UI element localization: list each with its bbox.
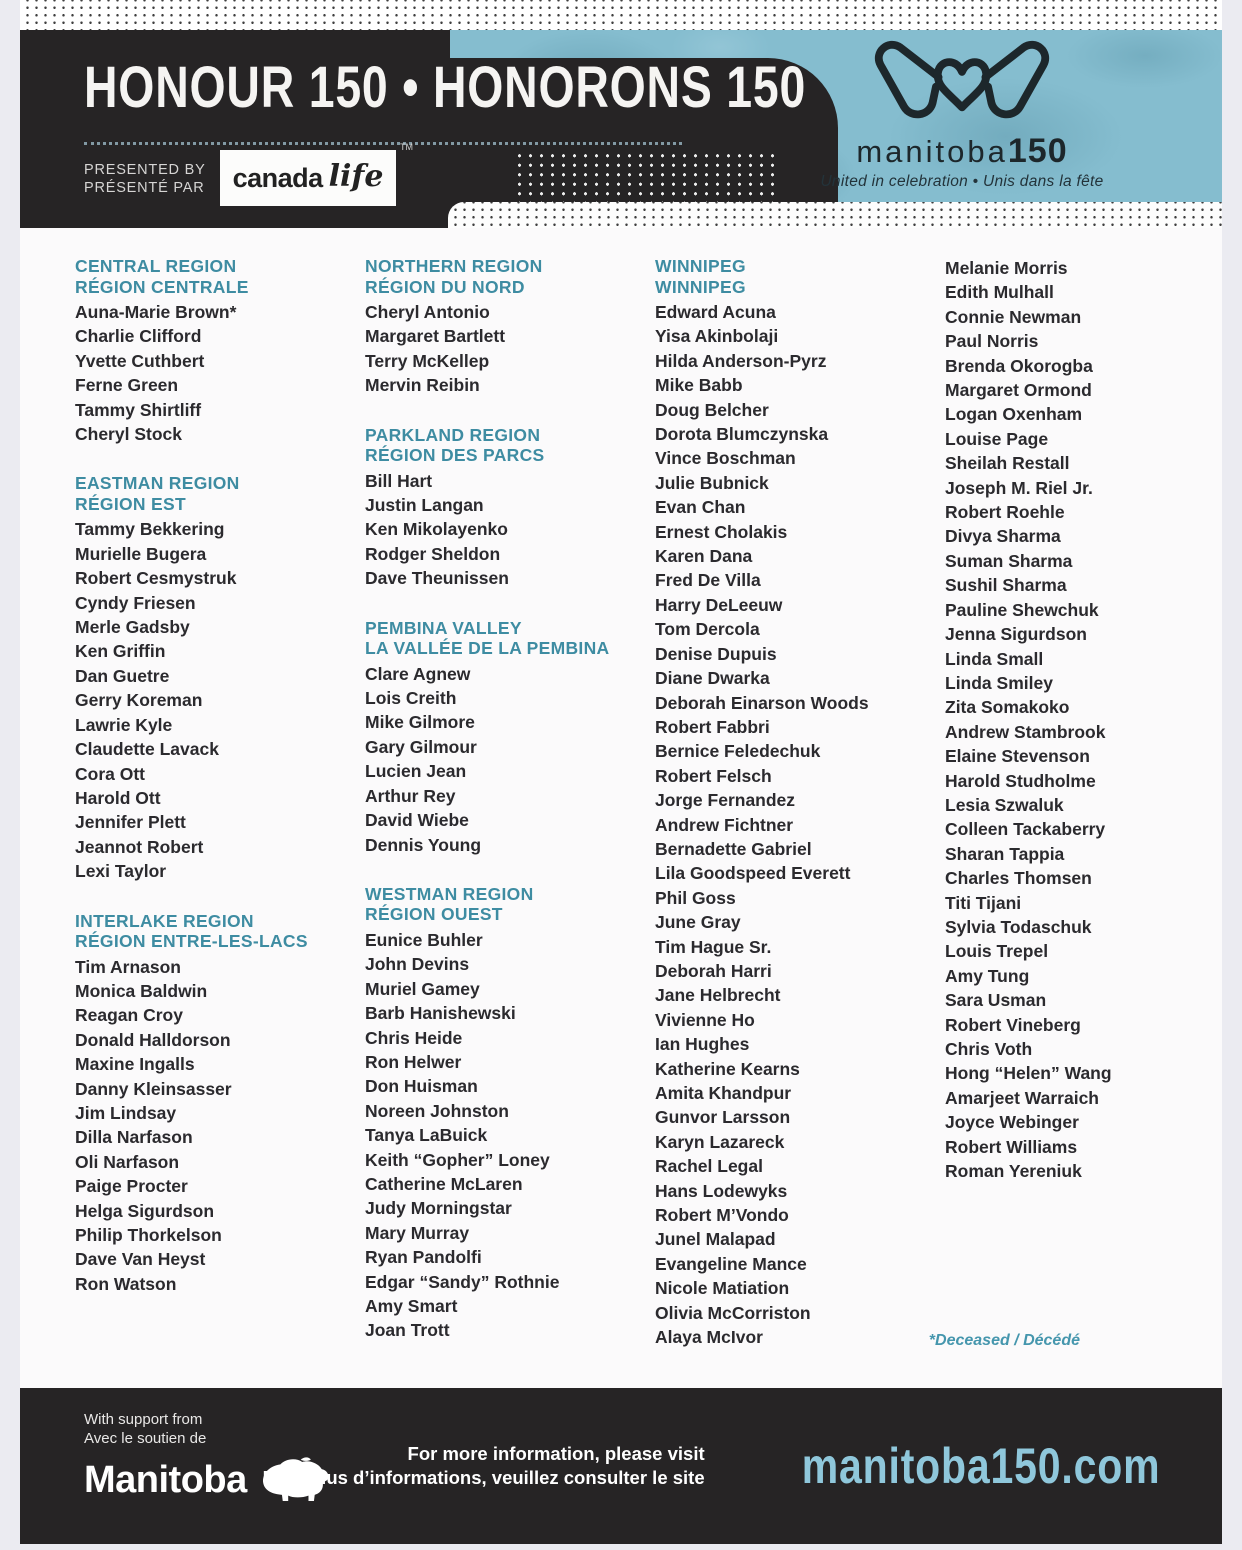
name-columns bbox=[75, 256, 1235, 1349]
honouree-name: Tim Arnason bbox=[75, 956, 181, 977]
region-heading: CENTRAL REGION RÉGION CENTRALE bbox=[75, 256, 249, 297]
white-dots-pattern bbox=[512, 148, 774, 204]
region-heading: WINNIPEG WINNIPEG bbox=[655, 256, 746, 297]
honouree-name: Bernice Feledechuk bbox=[655, 741, 821, 762]
honouree-name: Justin Langan bbox=[365, 495, 484, 516]
honouree-name: Jennifer Plett bbox=[75, 812, 186, 833]
honouree-name: Amy Smart bbox=[365, 1296, 458, 1316]
honouree-name: Paige Procter bbox=[75, 1176, 188, 1197]
region-section bbox=[655, 256, 945, 1349]
honouree-name: Karyn Lazareck bbox=[655, 1131, 785, 1152]
canada-life-logo bbox=[220, 150, 396, 206]
honouree-name: Titi Tijani bbox=[945, 892, 1022, 913]
honouree-name: Tom Dercola bbox=[655, 619, 760, 640]
honouree-name: Cheryl Stock bbox=[75, 424, 182, 445]
honouree-name: Danny Kleinsasser bbox=[75, 1078, 232, 1099]
honouree-name: Lexi Taylor bbox=[75, 861, 167, 882]
honouree-name: Tammy Shirtliff bbox=[75, 399, 202, 420]
presented-by-en: PRESENTED BY bbox=[84, 162, 206, 178]
honouree-name: Philip Thorkelson bbox=[75, 1225, 222, 1245]
honouree-name: Denise Dupuis bbox=[655, 643, 777, 664]
honouree-name: Merle Gadsby bbox=[75, 617, 190, 638]
honouree-name: Gary Gilmour bbox=[365, 736, 477, 757]
honouree-name: Elaine Stevenson bbox=[945, 746, 1090, 767]
honouree-name: Gerry Koreman bbox=[75, 690, 203, 711]
header-banner bbox=[20, 30, 1222, 228]
column-3 bbox=[655, 256, 945, 1349]
honouree-name: Roman Yereniuk bbox=[945, 1161, 1082, 1182]
honouree-name: Joseph M. Riel Jr. bbox=[945, 477, 1093, 498]
honouree-name: Ernest Cholakis bbox=[655, 521, 788, 542]
footer-info-block bbox=[263, 1388, 1160, 1544]
honouree-name: Louis Trepel bbox=[945, 941, 1049, 962]
honouree-name: Louise Page bbox=[945, 428, 1049, 449]
canada-life-word2: life bbox=[328, 158, 384, 194]
honouree-name: Robert Roehle bbox=[945, 502, 1065, 523]
info-line-en: For more information, please visit bbox=[407, 1442, 705, 1464]
support-label-en: With support from bbox=[84, 1411, 203, 1428]
honouree-name: Hilda Anderson-Pyrz bbox=[655, 350, 827, 371]
honouree-name: Mary Murray bbox=[365, 1222, 470, 1243]
honouree-name: Zita Somakoko bbox=[945, 697, 1070, 718]
region-section bbox=[365, 425, 655, 591]
honouree-name: Vince Boschman bbox=[655, 448, 796, 469]
region-section bbox=[75, 911, 365, 1297]
honouree-name: Charles Thomsen bbox=[945, 868, 1092, 889]
honouree-name: June Gray bbox=[655, 912, 741, 933]
honouree-name: Edgar “Sandy” Rothnie bbox=[365, 1271, 560, 1292]
honouree-name: Mike Babb bbox=[655, 375, 743, 396]
honouree-name: Mervin Reibin bbox=[365, 375, 480, 396]
honouree-name: Andrew Fichtner bbox=[655, 814, 794, 835]
honouree-name: Lawrie Kyle bbox=[75, 714, 173, 735]
honouree-name: Terry McKellep bbox=[365, 350, 490, 371]
honouree-name: Yvette Cuthbert bbox=[75, 350, 205, 371]
honouree-name: Dan Guetre bbox=[75, 665, 170, 686]
presented-by-fr: PRÉSENTÉ PAR bbox=[84, 179, 205, 196]
honouree-name: Brenda Okorogba bbox=[945, 355, 1093, 376]
honouree-name: Tammy Bekkering bbox=[75, 519, 225, 540]
honouree-name: Jorge Fernandez bbox=[655, 790, 796, 811]
honouree-name: Ferne Green bbox=[75, 375, 179, 396]
honouree-name: Donald Halldorson bbox=[75, 1029, 231, 1050]
support-label-fr: Avec le soutien de bbox=[84, 1430, 207, 1447]
honouree-name: Nicole Matiation bbox=[655, 1278, 790, 1299]
honouree-name: Dave Theunissen bbox=[365, 568, 509, 589]
honouree-name: Noreen Johnston bbox=[365, 1100, 509, 1121]
honouree-name: Jenna Sigurdson bbox=[945, 624, 1087, 645]
honouree-name: Vivienne Ho bbox=[655, 1009, 755, 1030]
website-url: manitoba150.com bbox=[801, 1438, 1160, 1494]
manitoba-wordmark-text: manitoba bbox=[856, 134, 1008, 169]
region-heading: NORTHERN REGION RÉGION DU NORD bbox=[365, 256, 543, 297]
honouree-name: Dennis Young bbox=[365, 834, 482, 855]
column-4 bbox=[945, 256, 1235, 1183]
honouree-name: Jim Lindsay bbox=[75, 1102, 177, 1123]
honouree-name: Keith “Gopher” Loney bbox=[365, 1149, 550, 1170]
honouree-name: Margaret Ormond bbox=[945, 380, 1092, 401]
trademark-symbol: TM bbox=[400, 142, 413, 152]
honouree-name: Paul Norris bbox=[945, 331, 1039, 352]
honouree-name: Bill Hart bbox=[365, 470, 433, 491]
honouree-name: Mike Gilmore bbox=[365, 712, 475, 733]
honouree-name: Connie Newman bbox=[945, 306, 1082, 327]
honouree-name: Robert Williams bbox=[945, 1136, 1078, 1157]
honouree-name: Chris Voth bbox=[945, 1039, 1033, 1059]
manitoba150-wordmark bbox=[742, 132, 1182, 171]
honouree-name: Edward Acuna bbox=[655, 302, 776, 322]
honouree-name: Yisa Akinbolaji bbox=[655, 326, 779, 347]
honouree-name: Lesia Szwaluk bbox=[945, 794, 1064, 815]
manitoba150-tagline: United in celebration • Unis dans la fête bbox=[820, 173, 1104, 190]
info-line-fr: Pour plus d’informations, veuillez consulter le site bbox=[262, 1467, 705, 1488]
honouree-name: Colleen Tackaberry bbox=[945, 819, 1106, 840]
honouree-name: Charlie Clifford bbox=[75, 326, 202, 347]
manitoba150-number: 150 bbox=[1007, 132, 1068, 170]
crown-icon bbox=[847, 32, 1077, 136]
honouree-name: Helga Sigurdson bbox=[75, 1200, 215, 1221]
honouree-name: Lois Creith bbox=[365, 688, 457, 709]
region-section bbox=[365, 256, 655, 398]
honouree-name: Hans Lodewyks bbox=[655, 1180, 788, 1201]
honouree-name: Auna-Marie Brown* bbox=[75, 302, 237, 322]
manitoba150-logo bbox=[742, 32, 1182, 191]
honouree-name: Doug Belcher bbox=[655, 399, 769, 420]
honouree-name: Lila Goodspeed Everett bbox=[655, 863, 851, 884]
honouree-name: Reagan Croy bbox=[75, 1005, 183, 1026]
honouree-name: Muriel Gamey bbox=[365, 978, 480, 999]
honouree-name: Barb Hanishewski bbox=[365, 1003, 516, 1024]
honouree-name: Ken Mikolayenko bbox=[365, 519, 508, 540]
honouree-name: Rachel Legal bbox=[655, 1156, 763, 1177]
honouree-name: Melanie Morris bbox=[945, 258, 1068, 278]
presented-by-label bbox=[84, 162, 206, 197]
honouree-name: Chris Heide bbox=[365, 1027, 463, 1048]
manitoba-gov-wordmark: Manitoba bbox=[84, 1458, 247, 1501]
honouree-name: Deborah Einarson Woods bbox=[655, 692, 869, 713]
region-section bbox=[945, 256, 1235, 1183]
honouree-name: Joyce Webinger bbox=[945, 1112, 1079, 1133]
honouree-name: Tanya LaBuick bbox=[365, 1125, 488, 1146]
honouree-name: Robert Cesmystruk bbox=[75, 568, 237, 589]
honouree-name: Murielle Bugera bbox=[75, 543, 207, 564]
region-section bbox=[365, 618, 655, 857]
honouree-name: Dave Van Heyst bbox=[75, 1249, 206, 1270]
honouree-name: Divya Sharma bbox=[945, 526, 1061, 547]
honouree-name: Robert Fabbri bbox=[655, 716, 770, 737]
top-dotted-band bbox=[20, 0, 1222, 30]
honouree-name: Sara Usman bbox=[945, 990, 1047, 1011]
honouree-name: Claudette Lavack bbox=[75, 739, 219, 760]
honouree-name: Fred De Villa bbox=[655, 570, 761, 591]
honouree-name: Olivia McCorriston bbox=[655, 1302, 811, 1323]
honouree-name: Linda Smiley bbox=[945, 672, 1053, 693]
honouree-name: Cora Ott bbox=[75, 763, 145, 784]
honouree-name: Ron Helwer bbox=[365, 1051, 462, 1072]
honouree-name: Oli Narfason bbox=[75, 1151, 180, 1172]
column-2 bbox=[365, 256, 655, 1343]
honouree-name: Katherine Kearns bbox=[655, 1058, 800, 1079]
footer-banner bbox=[20, 1388, 1222, 1544]
page-title: HONOUR 150 • HONORONS 150 bbox=[84, 55, 807, 120]
honouree-name: Robert M’Vondo bbox=[655, 1205, 789, 1226]
honouree-name: Phil Goss bbox=[655, 887, 736, 908]
honouree-name: Harry DeLeeuw bbox=[655, 594, 783, 615]
honouree-name: Harold Studholme bbox=[945, 770, 1096, 791]
honouree-name: Sylvia Todaschuk bbox=[945, 916, 1092, 937]
honouree-name: Suman Sharma bbox=[945, 550, 1073, 571]
region-heading: WESTMAN REGION RÉGION OUEST bbox=[365, 883, 534, 925]
bottom-dotted-band bbox=[448, 202, 1222, 228]
honouree-name: Dorota Blumczynska bbox=[655, 424, 829, 445]
honouree-name: Tim Hague Sr. bbox=[655, 936, 772, 957]
honouree-name: Hong “Helen” Wang bbox=[945, 1063, 1112, 1084]
honouree-name: Maxine Ingalls bbox=[75, 1054, 195, 1075]
honouree-name: Ryan Pandolfi bbox=[365, 1247, 482, 1268]
honouree-name: Linda Small bbox=[945, 648, 1044, 669]
honouree-name: Rodger Sheldon bbox=[365, 543, 501, 564]
honouree-name: Jeannot Robert bbox=[75, 836, 204, 857]
honouree-name: Julie Bubnick bbox=[655, 472, 769, 493]
honouree-name: Jane Helbrecht bbox=[655, 985, 781, 1006]
honouree-name: Sheilah Restall bbox=[945, 453, 1070, 474]
honouree-name: Robert Vineberg bbox=[945, 1014, 1081, 1035]
region-section bbox=[75, 256, 365, 446]
honouree-name: Diane Dwarka bbox=[655, 668, 770, 689]
honouree-name: Catherine McLaren bbox=[365, 1173, 523, 1194]
honouree-name: Deborah Harri bbox=[655, 960, 772, 981]
deceased-footnote: *Deceased / Décédé bbox=[928, 1332, 1080, 1349]
honouree-name: Ken Griffin bbox=[75, 641, 166, 662]
honouree-name: David Wiebe bbox=[365, 810, 469, 831]
honouree-name: Eunice Buhler bbox=[365, 929, 483, 950]
honouree-name: Edith Mulhall bbox=[945, 282, 1054, 303]
honouree-name: John Devins bbox=[365, 954, 470, 975]
honouree-name: Sharan Tappia bbox=[945, 843, 1065, 864]
honouree-name: Don Huisman bbox=[365, 1076, 478, 1097]
honouree-name: Joan Trott bbox=[365, 1320, 450, 1341]
canada-life-word1: canada bbox=[232, 162, 323, 193]
honouree-name: Harold Ott bbox=[75, 787, 161, 808]
honouree-name: Monica Baldwin bbox=[75, 980, 208, 1001]
honouree-name: Pauline Shewchuk bbox=[945, 599, 1099, 620]
region-section bbox=[75, 473, 365, 883]
honouree-name: Amarjeet Warraich bbox=[945, 1087, 1099, 1108]
honouree-name: Karen Dana bbox=[655, 546, 753, 567]
honouree-name: Arthur Rey bbox=[365, 785, 456, 806]
honouree-name: Margaret Bartlett bbox=[365, 326, 506, 347]
honouree-name: Andrew Stambrook bbox=[945, 721, 1106, 742]
honouree-name: Ian Hughes bbox=[655, 1034, 750, 1055]
region-heading: PEMBINA VALLEY LA VALLÉE DE LA PEMBINA bbox=[365, 617, 610, 659]
honouree-name: Sushil Sharma bbox=[945, 575, 1067, 596]
region-section bbox=[365, 884, 655, 1343]
honouree-name: Robert Felsch bbox=[655, 765, 772, 786]
honouree-name: Junel Malapad bbox=[655, 1229, 776, 1250]
honouree-name: Cheryl Antonio bbox=[365, 302, 490, 322]
column-1 bbox=[75, 256, 365, 1296]
honouree-name: Alaya McIvor bbox=[655, 1327, 763, 1348]
honouree-name: Bernadette Gabriel bbox=[655, 838, 812, 859]
honouree-name: Logan Oxenham bbox=[945, 404, 1083, 425]
poster bbox=[20, 0, 1222, 1544]
honouree-name: Amita Khandpur bbox=[655, 1083, 792, 1103]
honouree-name: Lucien Jean bbox=[365, 761, 467, 782]
honouree-name: Judy Morningstar bbox=[365, 1198, 512, 1219]
region-heading: EASTMAN REGION RÉGION EST bbox=[75, 473, 240, 514]
dotted-rule bbox=[84, 142, 682, 145]
honouree-name: Evan Chan bbox=[655, 497, 746, 518]
honouree-name: Amy Tung bbox=[945, 965, 1030, 986]
honouree-name: Dilla Narfason bbox=[75, 1127, 193, 1148]
region-heading: PARKLAND REGION RÉGION DES PARCS bbox=[365, 424, 545, 466]
honouree-name: Ron Watson bbox=[75, 1273, 177, 1294]
region-heading: INTERLAKE REGION RÉGION ENTRE-LES-LACS bbox=[75, 910, 308, 952]
honouree-name: Cyndy Friesen bbox=[75, 592, 196, 613]
honouree-list-area bbox=[20, 228, 1222, 1388]
honouree-name: Evangeline Mance bbox=[655, 1253, 807, 1274]
honouree-name: Gunvor Larsson bbox=[655, 1107, 791, 1128]
honouree-name: Clare Agnew bbox=[365, 663, 471, 684]
